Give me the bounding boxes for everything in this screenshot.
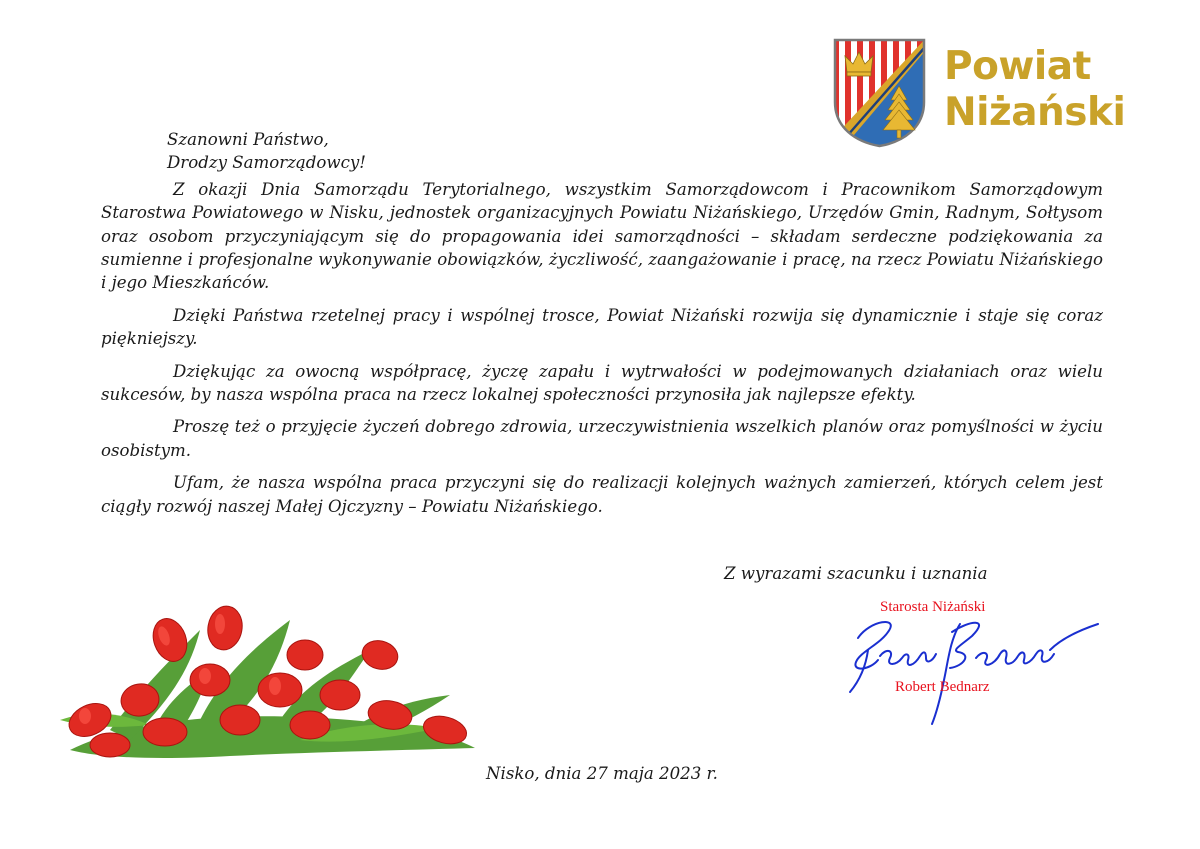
brand-line2: Niżański bbox=[944, 90, 1126, 135]
tulips-bouquet-icon bbox=[50, 600, 480, 765]
signature-icon bbox=[840, 610, 1110, 730]
brand-line1: Powiat bbox=[944, 44, 1091, 89]
paragraph: Dzięki Państwa rzetelnej pracy i wspólnej trosce, Powiat Niżański rozwija się dynamicznie i staje się coraz piękniejszy. bbox=[101, 305, 1103, 349]
greeting-line2: Drodzy Samorządowcy! bbox=[167, 153, 366, 173]
closing-phrase: Z wyrazami szacunku i uznania bbox=[724, 564, 988, 583]
paragraph: Dziękując za owocną współpracę, życzę zapału i wytrwałości w podejmowanych działaniach oraz wielu sukcesów, by nasza wspólna praca na rzecz lokalnej społeczności przynosiła jak najlepsze efekty. bbox=[101, 361, 1103, 405]
signer-title: Starosta Niżański bbox=[880, 599, 986, 615]
paragraph: Ufam, że nasza wspólna praca przyczyni się do realizacji kolejnych ważnych zamierzeń, których celem jest ciągły rozwój naszej Małej Ojczyzny – Powiatu Niżańskiego. bbox=[101, 473, 1103, 516]
brand-logo bbox=[944, 44, 1125, 136]
date-line: Nisko, dnia 27 maja 2023 r. bbox=[486, 764, 718, 783]
signer-name: Robert Bednarz bbox=[895, 679, 990, 695]
letter-body bbox=[101, 128, 1103, 518]
paragraph: Z okazji Dnia Samorządu Terytorialnego, wszystkim Samorządowcom i Pracownikom Samorządowym Starostwa Powiatowego w Nisku, jednostek organizacyjnych Powiatu Niżańskiego, Urzędów Gmin, Radnym, Sołtysom oraz osobom przyczyniającym się do propagowania idei samorządności – składam serdeczne podziękowania za sumienne i profesjonalne wykonywanie obowiązków, życzliwość, zaangażowanie i pracę, na rzecz Powiatu Niżańskiego i jego Mieszkańców. bbox=[101, 179, 1103, 293]
paragraph: Proszę też o przyjęcie życzeń dobrego zdrowia, urzeczywistnienia wszelkich planów oraz pomyślności w życiu osobistym. bbox=[101, 417, 1103, 460]
greeting-line1: Szanowni Państwo, bbox=[167, 130, 329, 149]
